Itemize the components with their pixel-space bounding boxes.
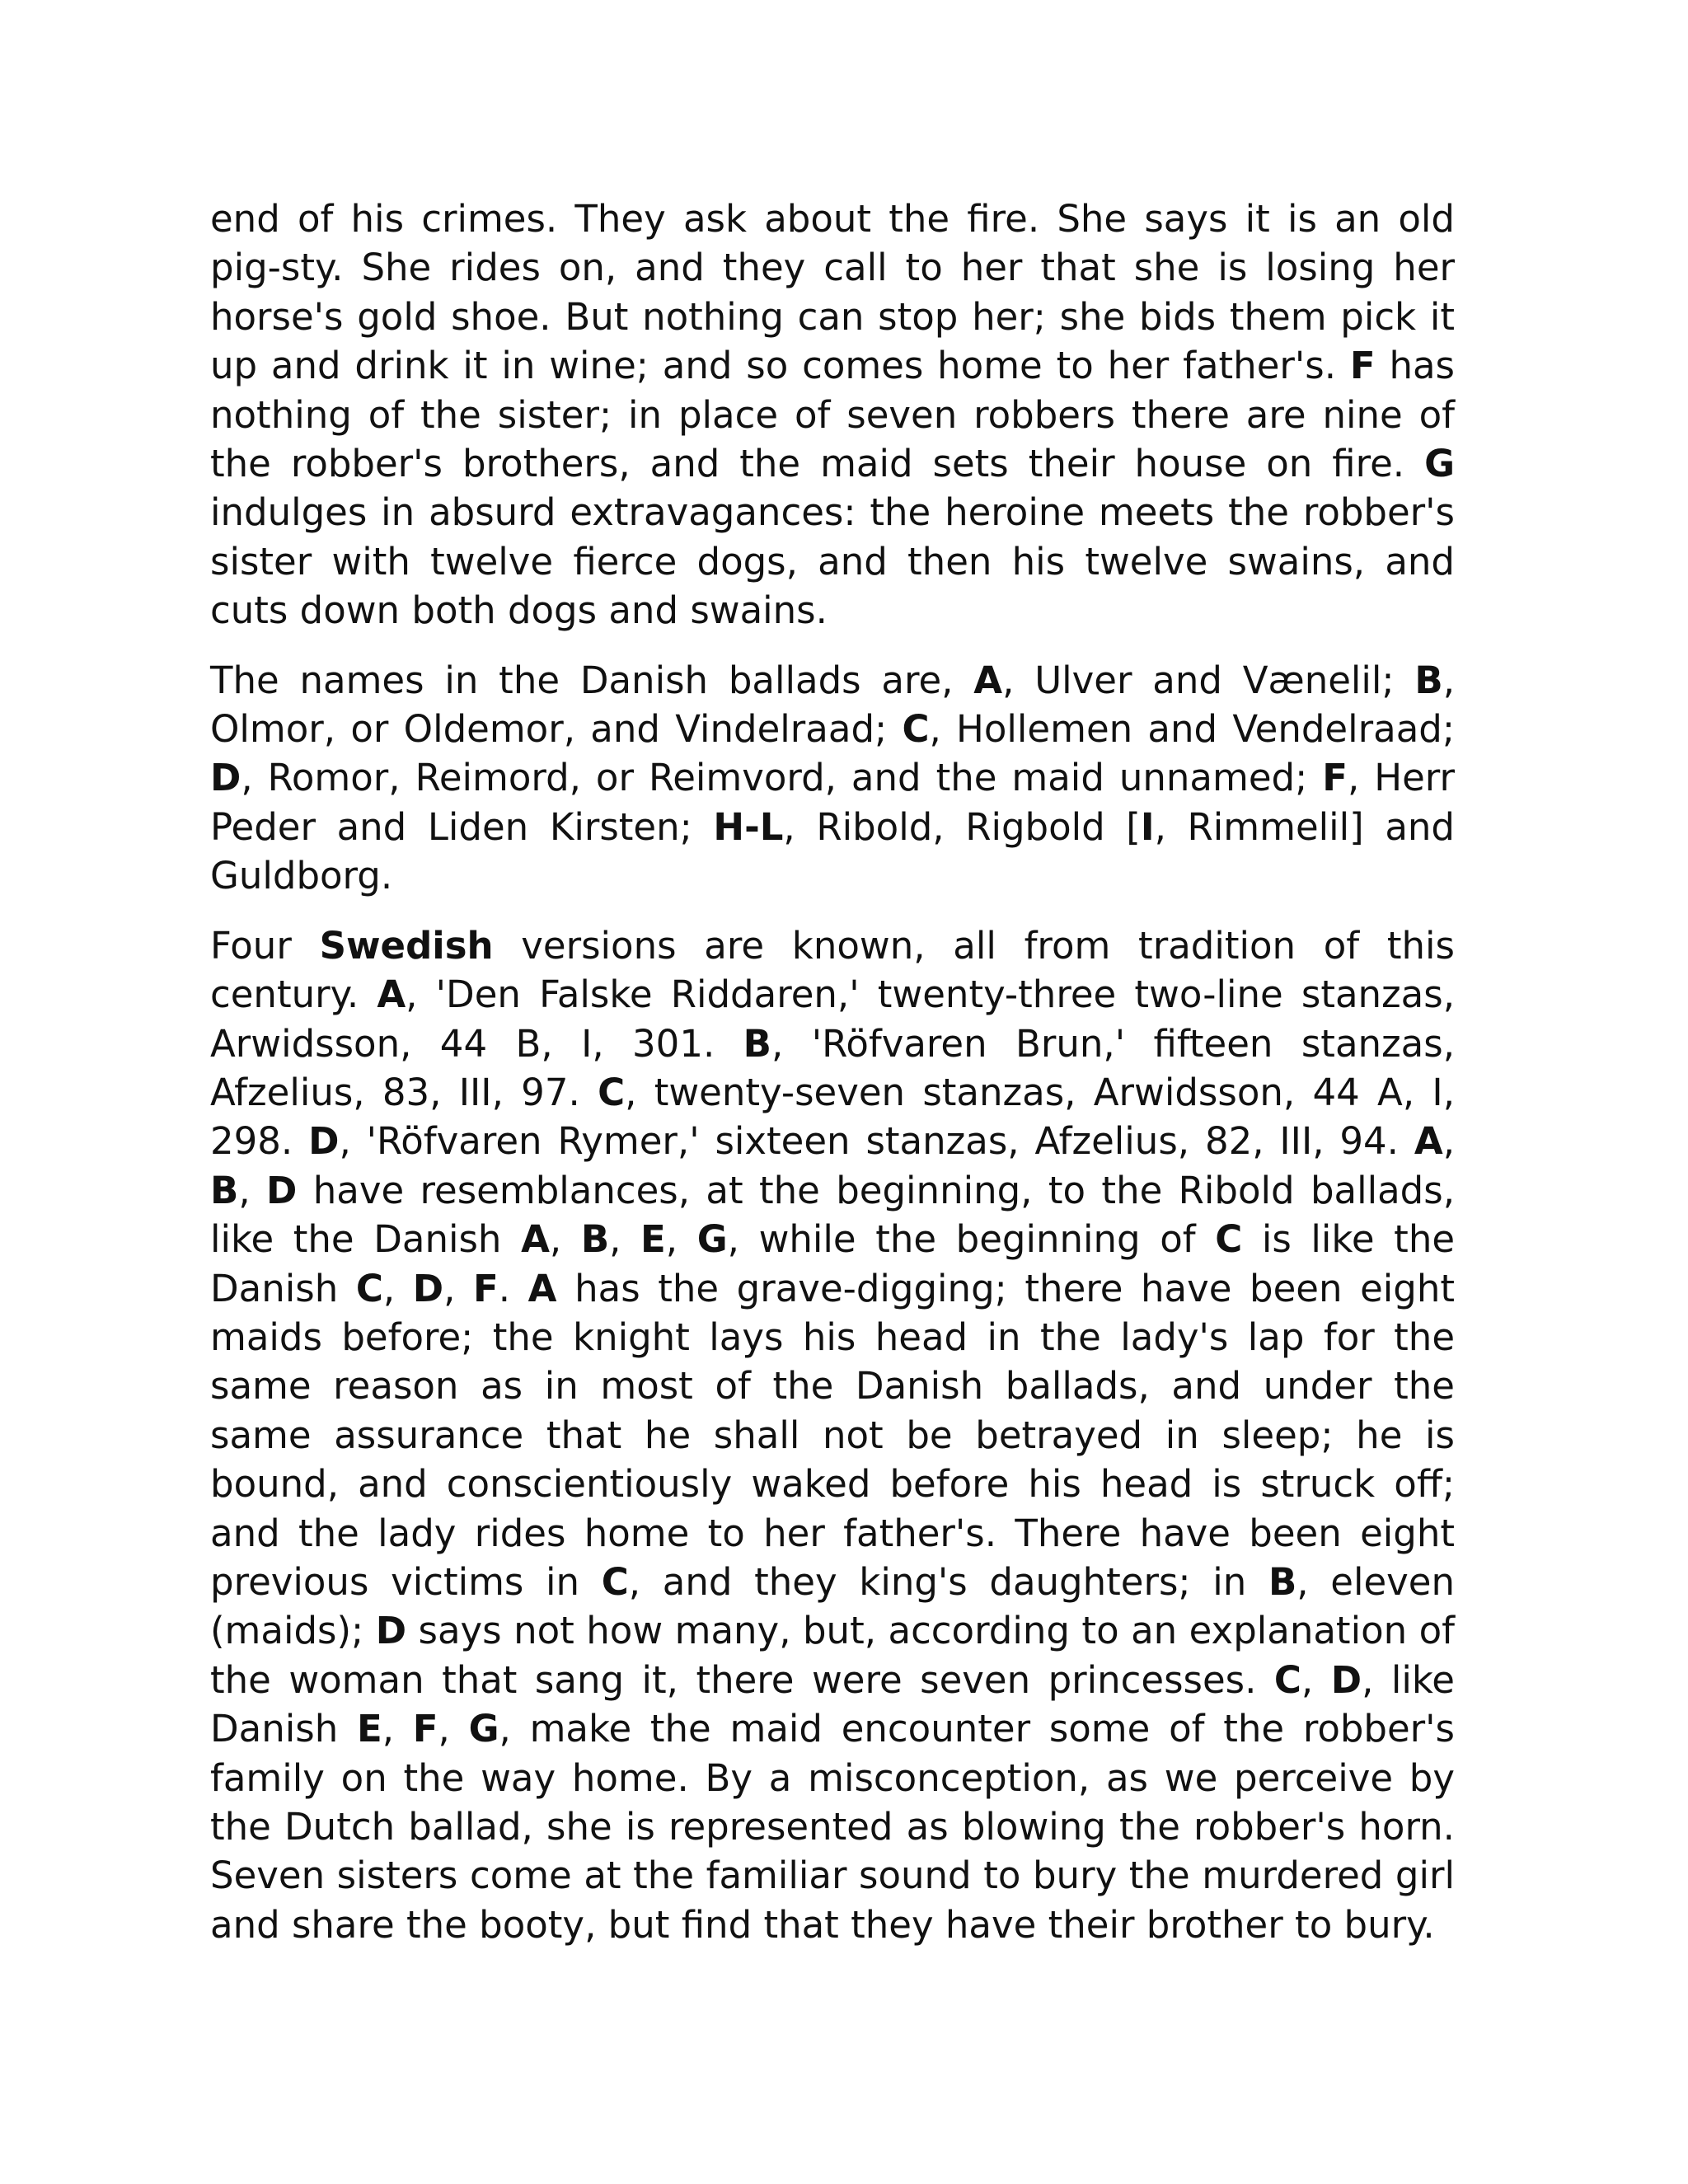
text-run: , Herr Peder and Liden Kirsten; [210, 756, 1456, 849]
text-run: , Ulver and Vænelil; [1002, 658, 1415, 702]
text-run: indulges in absurd extravagances: the heroine meets the robber's sister with twelve fierce dogs, and then his twelve swains, and cuts down both dogs and swains. [210, 490, 1455, 633]
text-run: has the grave-digging; there have been eight maids before; the knight lays his head in the lady's lap for the same reason as in most of the Danish ballads, and under the same assurance that he shall not be betrayed in sleep; he is bound, and conscientiously waked before his head is struck off; and the lady rides home to her father's. There have been eight previous victims in [210, 1266, 1456, 1604]
bold-text: D [266, 1168, 298, 1212]
text-run: , [438, 1707, 469, 1751]
text-run: , make the maid encounter some of the robber's family on the way home. By a misconception, as we perceive by the Dutch ballad, she is represented as blowing the robber's horn. Seven sisters come at the familiar sound to bury the murdered girl and share the booty, but find that they have their brother to bury. [210, 1707, 1455, 1947]
bold-text: C [902, 707, 930, 752]
text-run: , Hollemen and Vendelraad; [929, 707, 1455, 752]
bold-text: C [598, 1070, 626, 1114]
bold-text: G [468, 1707, 499, 1751]
bold-text: A [1414, 1119, 1443, 1164]
bold-text: G [696, 1217, 728, 1262]
text-run: , 'Den Falske Riddaren,' twenty-three two-line stanzas, Arwidsson, 44 B, I, 301. [210, 972, 1456, 1066]
text-run: Four [210, 923, 320, 968]
bold-text: C [1215, 1217, 1243, 1262]
bold-text: A [521, 1217, 550, 1262]
bold-text: E [640, 1217, 666, 1262]
text-run: , [1442, 1119, 1456, 1164]
bold-text: C [355, 1266, 383, 1310]
bold-text: I [1140, 804, 1155, 849]
bold-text: Swedish [319, 923, 494, 968]
bold-text: D [210, 756, 241, 800]
text-run: , [609, 1217, 641, 1262]
bold-text: E [356, 1707, 382, 1751]
text-run: is like the Danish [210, 1217, 1456, 1310]
bold-text: F [473, 1266, 499, 1310]
text-run: , twenty-seven stanzas, Arwidsson, 44 A, I, 298. [210, 1070, 1455, 1164]
bold-text: D [412, 1266, 444, 1310]
bold-text: G [1424, 442, 1455, 486]
text-run: , Ribold, Rigbold [ [783, 804, 1141, 849]
bold-text: A [973, 658, 1003, 702]
bold-text: A [528, 1266, 557, 1310]
text-run: versions are known, all from tradition of this century. [210, 923, 1456, 1017]
text-run: , [665, 1217, 697, 1262]
bold-text: F [1322, 756, 1348, 800]
bold-text: A [377, 972, 406, 1017]
text-run: The names in the Danish ballads are, [210, 658, 974, 702]
text-run: , Romor, Reimord, or Reimvord, and the maid unnamed; [241, 756, 1323, 800]
text-run: , 'Röfvaren Brun,' fifteen stanzas, Afzelius, 83, III, 97. [210, 1021, 1455, 1114]
text-run: , eleven (maids); [210, 1559, 1455, 1653]
text-run: , Olmor, or Oldemor, and Vindelraad; [210, 658, 1455, 752]
bold-text: H-L [713, 804, 784, 849]
bold-text: D [308, 1119, 340, 1164]
bold-text: F [1349, 344, 1376, 388]
paragraph-danish-names [210, 656, 1455, 901]
text-run: , while the beginning of [727, 1217, 1216, 1262]
bold-text: C [1273, 1657, 1301, 1702]
bold-text: C [601, 1559, 629, 1604]
text-run: end of his crimes. They ask about the fire. She says it is an old pig-sty. She rides on, and they call to her that she is losing her horse's gold shoe. But nothing can stop her; she bids them pick it up and drink it in wine; and so comes home to her father's. [210, 197, 1455, 388]
bold-text: B [210, 1168, 239, 1212]
text-run: . [498, 1266, 528, 1310]
text-run: , [1301, 1657, 1331, 1702]
text-run: , and they king's daughters; in [628, 1559, 1268, 1604]
bold-text: D [1330, 1657, 1362, 1702]
text-run: says not how many, but, according to an explanation of the woman that sang it, there were seven princesses. [210, 1609, 1455, 1702]
text-run: , like Danish [210, 1657, 1455, 1751]
text-run: , [238, 1168, 266, 1212]
bold-text: B [1414, 658, 1443, 702]
bold-text: B [743, 1021, 771, 1066]
text-run: , [443, 1266, 474, 1310]
text-run: have resemblances, at the beginning, to the Ribold ballads, like the Danish [210, 1168, 1455, 1262]
text-run: , Rimmelil] and Guldborg. [210, 804, 1455, 898]
bold-text: B [580, 1217, 610, 1262]
text-run: , 'Röfvaren Rymer,' sixteen stanzas, Afzelius, 82, III, 94. [339, 1119, 1414, 1164]
paragraph-continuation [210, 194, 1455, 635]
bold-text: B [1268, 1559, 1297, 1604]
bold-text: F [412, 1707, 438, 1751]
text-run: , [549, 1217, 581, 1262]
page-body [210, 194, 1455, 1970]
bold-text: D [375, 1609, 407, 1653]
text-run: has nothing of the sister; in place of seven robbers there are nine of the robber's brothers, and the maid sets their house on fire. [210, 344, 1455, 486]
paragraph-swedish-versions [210, 921, 1455, 1950]
text-run: , [382, 1266, 413, 1310]
text-run: , [382, 1707, 413, 1751]
